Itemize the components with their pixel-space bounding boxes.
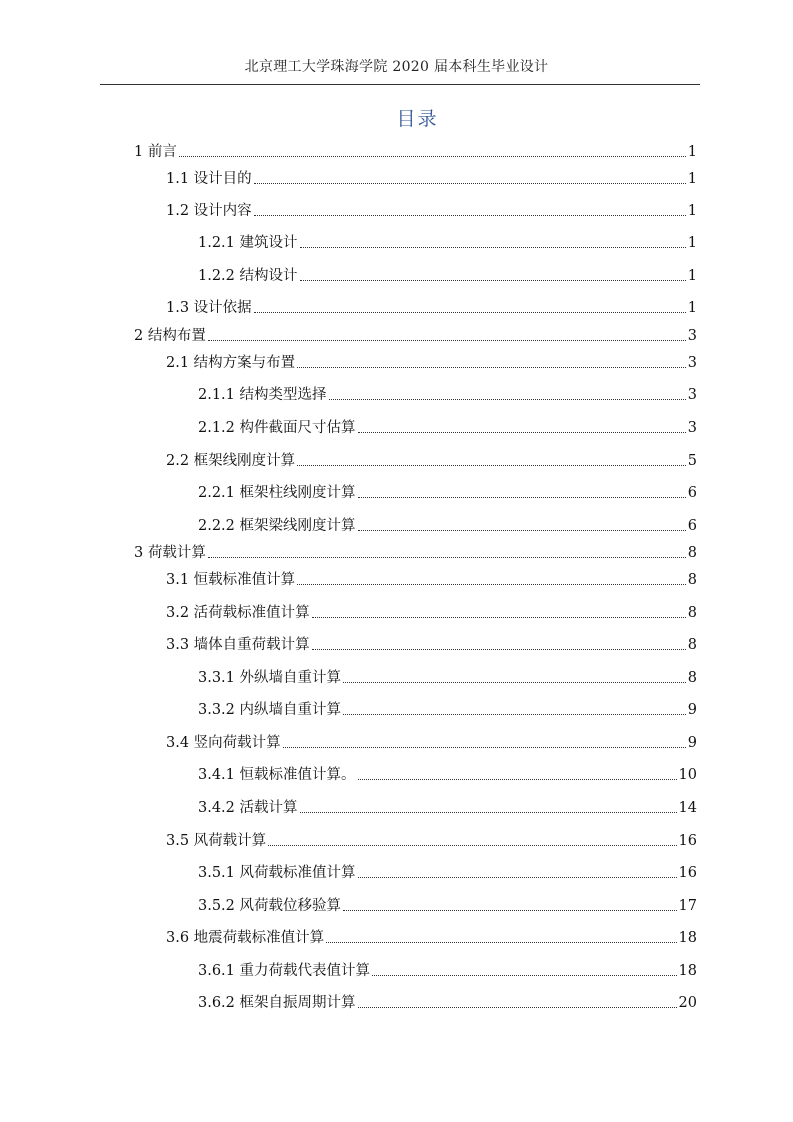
toc-entry-page-number: 10 bbox=[678, 767, 697, 783]
toc-entry[interactable] bbox=[166, 570, 697, 590]
toc-entry-page-number: 1 bbox=[687, 300, 697, 316]
toc-entry-label: 3.6.1 重力荷载代表值计算 bbox=[198, 963, 371, 979]
toc-entry-page-number: 17 bbox=[678, 898, 697, 914]
toc-entry-label: 3.2 活荷载标准值计算 bbox=[166, 605, 310, 621]
dot-leader bbox=[312, 649, 686, 650]
toc-entry-page-number: 20 bbox=[678, 995, 697, 1011]
toc-entry[interactable] bbox=[198, 765, 697, 785]
toc-entry-page-number: 1 bbox=[687, 235, 697, 251]
toc-entry-page-number: 6 bbox=[687, 518, 697, 534]
toc-entry[interactable] bbox=[166, 169, 697, 189]
toc-entry-label: 1.1 设计目的 bbox=[166, 171, 252, 187]
toc-entry-label: 3.5 风荷载计算 bbox=[166, 833, 267, 849]
dot-leader bbox=[297, 465, 686, 466]
toc-entry[interactable] bbox=[166, 831, 697, 851]
dot-leader bbox=[300, 280, 686, 281]
dot-leader bbox=[358, 432, 686, 433]
toc-entry-label: 3.6 地震荷载标准值计算 bbox=[166, 930, 325, 946]
toc-entry[interactable] bbox=[198, 896, 697, 916]
toc-entry-label: 2.2.1 框架柱线刚度计算 bbox=[198, 485, 356, 501]
toc-entry-page-number: 18 bbox=[678, 963, 697, 979]
toc-entry[interactable] bbox=[166, 928, 697, 948]
toc-entry[interactable] bbox=[198, 233, 697, 253]
dot-leader bbox=[254, 312, 686, 313]
toc-entry[interactable] bbox=[198, 798, 697, 818]
toc-entry-page-number: 8 bbox=[687, 545, 697, 561]
toc-entry[interactable] bbox=[198, 668, 697, 688]
toc-entry-label: 3.3.2 内纵墙自重计算 bbox=[198, 702, 342, 718]
toc-entry[interactable] bbox=[166, 298, 697, 318]
toc-entry[interactable] bbox=[166, 353, 697, 373]
toc-entry-page-number: 5 bbox=[687, 453, 697, 469]
toc-entry-page-number: 8 bbox=[687, 637, 697, 653]
dot-leader bbox=[208, 557, 686, 558]
toc-entry[interactable] bbox=[198, 418, 697, 438]
dot-leader bbox=[326, 942, 676, 943]
toc-entry-label: 2.2 框架线刚度计算 bbox=[166, 453, 296, 469]
page-header: 北京理工大学珠海学院 2020 届本科生毕业设计 bbox=[244, 59, 549, 75]
toc-title: 目录 bbox=[396, 108, 439, 130]
toc-entry-page-number: 18 bbox=[678, 930, 697, 946]
toc-entry[interactable] bbox=[166, 635, 697, 655]
toc-entry-label: 1.3 设计依据 bbox=[166, 300, 252, 316]
toc-entry[interactable] bbox=[198, 700, 697, 720]
toc-entry[interactable] bbox=[198, 993, 697, 1013]
toc-entry[interactable] bbox=[198, 516, 697, 536]
toc-entry-label: 3.4.2 活载计算 bbox=[198, 800, 298, 816]
toc-entry-label: 3.1 恒载标准值计算 bbox=[166, 572, 296, 588]
dot-leader bbox=[358, 530, 686, 531]
toc-entry-label: 3.6.2 框架自振周期计算 bbox=[198, 995, 356, 1011]
toc-entry[interactable] bbox=[134, 326, 697, 346]
toc-entry-page-number: 3 bbox=[687, 355, 697, 371]
toc-entry-label: 3.5.2 风荷载位移验算 bbox=[198, 898, 342, 914]
toc-entry-page-number: 16 bbox=[678, 865, 697, 881]
toc-entry-page-number: 3 bbox=[687, 387, 697, 403]
toc-entry-label: 2.2.2 框架梁线刚度计算 bbox=[198, 518, 356, 534]
toc-entry-label: 3.4.1 恒载标准值计算。 bbox=[198, 767, 356, 783]
toc-entry-page-number: 8 bbox=[687, 670, 697, 686]
dot-leader bbox=[208, 340, 686, 341]
toc-entry[interactable] bbox=[166, 451, 697, 471]
dot-leader bbox=[297, 584, 686, 585]
toc-entry-label: 3.4 竖向荷载计算 bbox=[166, 735, 281, 751]
dot-leader bbox=[343, 714, 686, 715]
dot-leader bbox=[358, 779, 677, 780]
toc-entry-page-number: 6 bbox=[687, 485, 697, 501]
toc-entry-page-number: 16 bbox=[678, 833, 697, 849]
toc-entry-page-number: 9 bbox=[687, 735, 697, 751]
toc-entry-label: 2.1.2 构件截面尺寸估算 bbox=[198, 420, 356, 436]
toc-entry[interactable] bbox=[198, 863, 697, 883]
toc-entry[interactable] bbox=[198, 385, 697, 405]
dot-leader bbox=[343, 910, 677, 911]
toc-entry[interactable] bbox=[166, 733, 697, 753]
toc-entry-label: 1 前言 bbox=[134, 144, 177, 160]
toc-entry[interactable] bbox=[198, 266, 697, 286]
toc-entry-page-number: 1 bbox=[687, 144, 697, 160]
toc-entry-label: 1.2.1 建筑设计 bbox=[198, 235, 298, 251]
toc-entry-page-number: 8 bbox=[687, 605, 697, 621]
dot-leader bbox=[358, 497, 686, 498]
toc-entry-label: 3 荷载计算 bbox=[134, 545, 206, 561]
toc-entry[interactable] bbox=[198, 483, 697, 503]
toc-entry-label: 3.5.1 风荷载标准值计算 bbox=[198, 865, 356, 881]
dot-leader bbox=[179, 156, 686, 157]
dot-leader bbox=[300, 247, 686, 248]
toc-entry-page-number: 1 bbox=[687, 268, 697, 284]
dot-leader bbox=[358, 877, 677, 878]
toc-entry-label: 2.1.1 结构类型选择 bbox=[198, 387, 327, 403]
dot-leader bbox=[372, 975, 677, 976]
toc-entry-page-number: 1 bbox=[687, 171, 697, 187]
toc-entry[interactable] bbox=[134, 543, 697, 563]
dot-leader bbox=[254, 215, 686, 216]
toc-entry[interactable] bbox=[198, 961, 697, 981]
toc-entry-label: 1.2.2 结构设计 bbox=[198, 268, 298, 284]
dot-leader bbox=[254, 183, 686, 184]
toc-entry-page-number: 14 bbox=[678, 800, 697, 816]
toc-entry-page-number: 9 bbox=[687, 702, 697, 718]
dot-leader bbox=[297, 367, 686, 368]
dot-leader bbox=[300, 812, 677, 813]
toc-entry-label: 1.2 设计内容 bbox=[166, 203, 252, 219]
toc-entry-page-number: 3 bbox=[687, 328, 697, 344]
dot-leader bbox=[358, 1007, 677, 1008]
toc-entry[interactable] bbox=[134, 142, 697, 162]
dot-leader bbox=[343, 682, 686, 683]
toc-entry-label: 3.3 墙体自重荷载计算 bbox=[166, 637, 310, 653]
toc-entry[interactable] bbox=[166, 603, 697, 623]
dot-leader bbox=[329, 399, 686, 400]
toc-entry-label: 2.1 结构方案与布置 bbox=[166, 355, 296, 371]
toc-entry-label: 3.3.1 外纵墙自重计算 bbox=[198, 670, 342, 686]
toc-entry-page-number: 8 bbox=[687, 572, 697, 588]
toc-entry[interactable] bbox=[166, 201, 697, 221]
dot-leader bbox=[312, 617, 686, 618]
toc-entry-page-number: 3 bbox=[687, 420, 697, 436]
dot-leader bbox=[283, 747, 686, 748]
dot-leader bbox=[268, 845, 676, 846]
toc-entry-label: 2 结构布置 bbox=[134, 328, 206, 344]
toc-entry-page-number: 1 bbox=[687, 203, 697, 219]
